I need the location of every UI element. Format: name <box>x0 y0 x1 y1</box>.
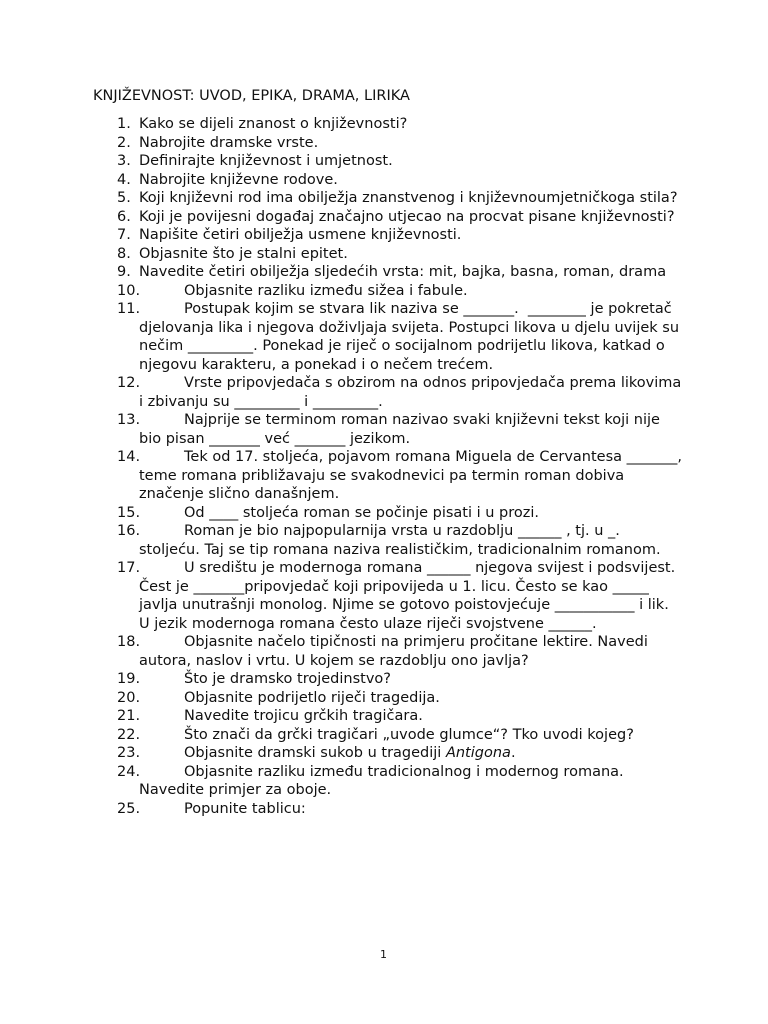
question-number: 8. <box>117 245 131 262</box>
question-5 <box>93 189 683 208</box>
question-number: 9. <box>117 264 131 280</box>
question-number: 4. <box>117 171 131 188</box>
question-number: 12. <box>117 375 141 391</box>
question-20 <box>93 689 683 708</box>
question-25 <box>93 800 683 819</box>
question-text: Popunite tablicu: <box>184 800 306 817</box>
question-number: 7. <box>117 227 131 243</box>
question-7 <box>93 226 683 245</box>
question-number: 5. <box>117 190 131 206</box>
question-19 <box>93 670 683 689</box>
question-2 <box>93 134 683 153</box>
question-text: Koji je povijesni događaj značajno utjecao na procvat pisane književnosti? <box>139 208 675 225</box>
document-title: KNJIŽEVNOST: UVOD, EPIKA, DRAMA, LIRIKA <box>93 88 410 104</box>
question-14 <box>93 448 687 504</box>
page-number: 1 <box>380 948 387 961</box>
question-number: 14. <box>117 449 141 465</box>
question-text: Od ____ stoljeća roman se počinje pisati i u prozi. <box>184 504 540 521</box>
question-6 <box>93 208 683 227</box>
question-text: Navedite trojicu grčkih tragičara. <box>184 708 423 724</box>
question-text-before: Objasnite dramski sukob u tragediji <box>184 745 446 761</box>
question-text: Objasnite što je stalni epitet. <box>139 245 348 262</box>
question-10 <box>93 282 683 301</box>
question-1 <box>93 115 683 134</box>
question-text: Što je dramsko trojedinstvo? <box>184 671 391 687</box>
question-text: Tek od 17. stoljeća, pojavom romana Miguela de Cervantesa _______, teme romana približavaju se svakodnevici pa termin roman dobiva značenje slično današnjem. <box>139 449 687 502</box>
question-16 <box>93 522 683 559</box>
question-12 <box>93 374 686 411</box>
question-21 <box>93 707 683 726</box>
question-number: 25. <box>117 800 141 817</box>
question-text: Vrste pripovjedača s obzirom na odnos pripovjedača prema likovima i zbivanju su _________ i _________. <box>139 375 686 410</box>
question-number: 11. <box>117 301 141 317</box>
question-22 <box>93 726 683 745</box>
question-text: U središtu je modernoga romana ______ njegova svijest i podsvijest. Čest je _______pripovjedač koji pripovijeda u 1. licu. Često se kao _____ javlja unutrašnji monolog. Njime se gotovo poistovjećuje ___________ i lik. U jezik modernoga romana često ulaze riječi svojstvene ______. <box>139 560 680 632</box>
question-text-after: . <box>510 745 516 761</box>
question-number: 13. <box>117 412 141 428</box>
work-title-italic: Antigona <box>445 745 511 761</box>
question-number: 3. <box>117 153 131 169</box>
question-text: Nabrojite književne rodove. <box>139 171 338 188</box>
question-number: 17. <box>117 560 141 576</box>
question-number: 18. <box>117 634 141 650</box>
question-text: Objasnite razliku između sižea i fabule. <box>184 282 468 299</box>
question-text: Navedite četiri obilježja sljedećih vrsta: mit, bajka, basna, roman, drama <box>139 264 667 280</box>
question-18 <box>93 633 683 670</box>
question-text: Kako se dijeli znanost o književnosti? <box>139 116 408 132</box>
question-text: Najprije se terminom roman nazivao svaki književni tekst koji nije bio pisan _______ već _______ jezikom. <box>139 412 665 447</box>
question-15 <box>93 504 683 523</box>
question-number: 15. <box>117 504 141 521</box>
question-text: Definirajte književnost i umjetnost. <box>139 153 393 169</box>
question-text: Koji književni rod ima obilježja znanstvenog i književnoumjetničkoga stila? <box>139 190 678 206</box>
question-text: Postupak kojim se stvara lik naziva se _______. ________ je pokretač djelovanja lika i njegova doživljaja svijeta. Postupci likova u djelu uvijek su nečim _________. Ponekad je riječ o socijalnom podrijetlu likova, katkad o njegovu karakteru, a ponekad i o nečem trećem. <box>139 301 684 373</box>
question-number: 2. <box>117 134 131 151</box>
question-8 <box>93 245 683 264</box>
question-text: Objasnite razliku između tradicionalnog i modernog romana. Navedite primjer za oboje. <box>139 763 629 798</box>
question-13 <box>93 411 683 448</box>
question-number: 23. <box>117 745 141 761</box>
question-text: Napišite četiri obilježja usmene književnosti. <box>139 227 462 243</box>
question-number: 20. <box>117 689 141 706</box>
question-text: Što znači da grčki tragičari „uvode glumce“? Tko uvodi kojeg? <box>184 726 634 743</box>
question-24 <box>93 763 683 800</box>
question-23 <box>93 744 683 763</box>
question-number: 6. <box>117 208 131 225</box>
question-number: 1. <box>117 116 131 132</box>
question-text <box>184 745 516 761</box>
question-list <box>93 115 687 818</box>
question-text: Nabrojite dramske vrste. <box>139 134 319 151</box>
question-text: Objasnite načelo tipičnosti na primjeru pročitane lektire. Navedi autora, naslov i vrtu. U kojem se razdoblju ono javlja? <box>139 634 653 669</box>
question-number: 19. <box>117 671 141 687</box>
question-11 <box>93 300 683 374</box>
question-number: 24. <box>117 763 141 780</box>
question-text: Roman je bio najpopularnija vrsta u razdoblju ______ , tj. u _. stoljeću. Taj se tip romana naziva realističkim, tradicionalnim romanom. <box>139 523 661 558</box>
question-number: 16. <box>117 523 141 539</box>
question-number: 22. <box>117 726 141 743</box>
question-text: Objasnite podrijetlo riječi tragedija. <box>184 689 440 706</box>
question-number: 21. <box>117 708 141 724</box>
question-9 <box>93 263 683 282</box>
question-17 <box>93 559 683 633</box>
question-4 <box>93 171 683 190</box>
question-number: 10. <box>117 282 141 299</box>
question-3 <box>93 152 683 171</box>
